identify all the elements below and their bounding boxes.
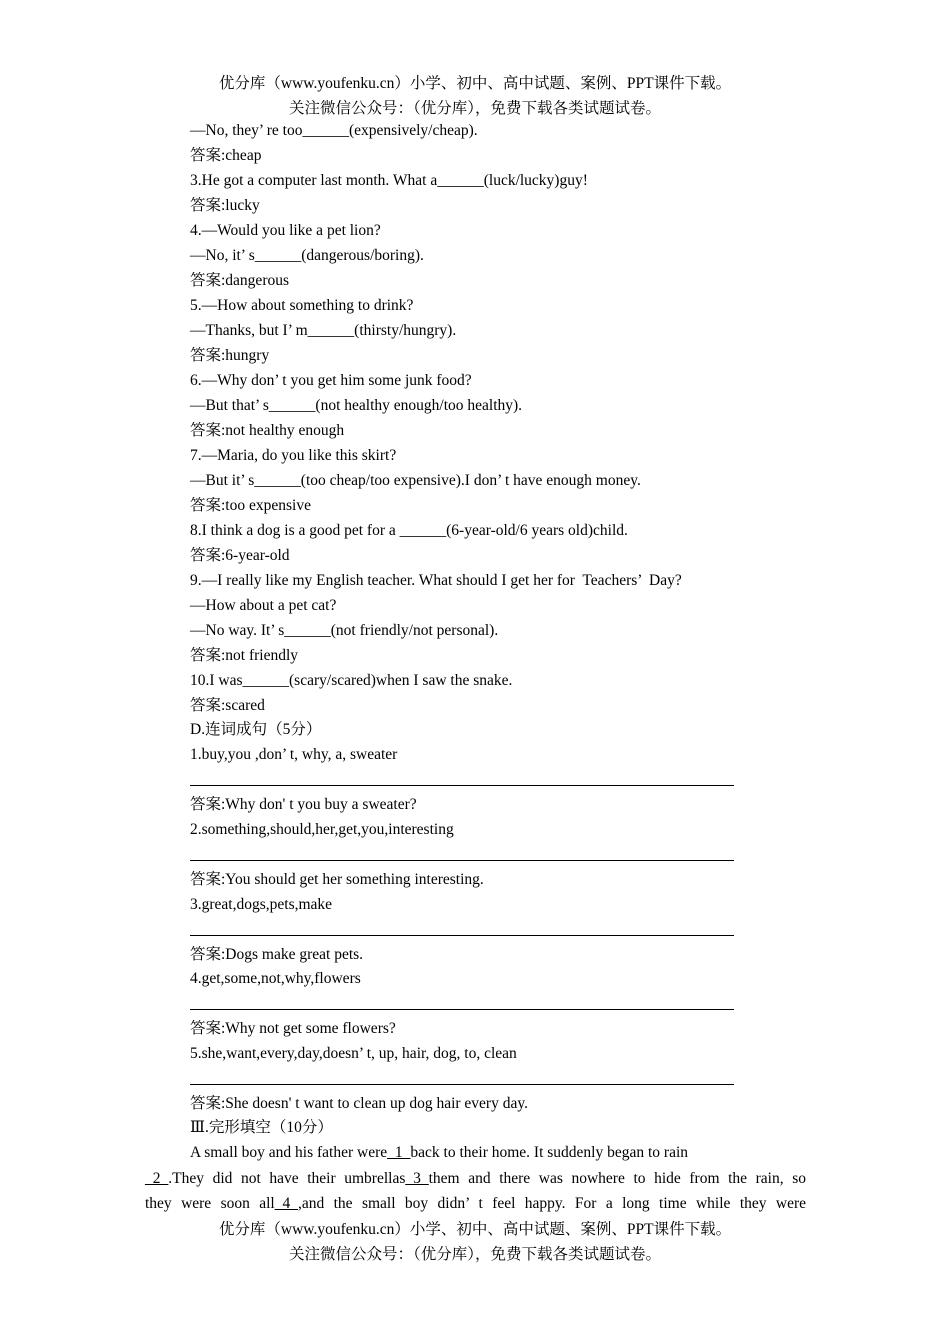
cloze-blank-4: _4_ [274,1195,298,1212]
sentence-prompt: 5.she,want,every,day,doesn’ t, up, hair, dog, to, clean [190,1045,517,1062]
answer-line: 答案:cheap [190,147,262,164]
question-line: 6.—Why don’ t you get him some junk food? [190,372,472,389]
sentence-prompt: 4.get,some,not,why,flowers [190,970,361,987]
answer-line: 答案:dangerous [190,272,290,289]
answer-line: 答案:too expensive [190,497,311,514]
answer-line: 答案:She doesn' t want to clean up dog hair every day. [190,1095,528,1112]
header-line-1: 优分库（www.youfenku.cn）小学、初中、高中试题、案例、PPT课件下载。 [218,75,732,92]
header-line-2: 关注微信公众号：（优分库），免费下载各类试题试卷。 [288,100,661,117]
answer-line: 答案:scared [190,697,265,714]
answer-blank-line [190,860,734,861]
footer-line-1: 优分库（www.youfenku.cn）小学、初中、高中试题、案例、PPT课件下载。 [218,1221,732,1238]
cloze-passage-line-3: they were soon all_4_,and the small boy didn’ t feel happy. For a long time while they were [145,1195,807,1212]
answer-line: 答案:not friendly [190,647,299,664]
question-line: —No way. It’ s______(not friendly/not personal). [190,622,499,639]
question-line: —But that’ s______(not healthy enough/too healthy). [190,397,523,414]
question-line: 10.I was______(scary/scared)when I saw the snake. [190,672,513,689]
answer-line: 答案:Dogs make great pets. [190,946,364,963]
answer-line: 答案:not healthy enough [190,422,345,439]
sentence-prompt: 1.buy,you ,don’ t, why, a, sweater [190,746,398,763]
answer-blank-line [190,785,734,786]
cloze-blank-2: _2_ [145,1170,169,1187]
answer-blank-line [190,935,734,936]
question-line: 5.—How about something to drink? [190,297,414,314]
question-line: —No, it’ s______(dangerous/boring). [190,247,424,264]
question-line: 9.—I really like my English teacher. What should I get her for Teachers’ Day? [190,572,682,589]
question-line: 3.He got a computer last month. What a______(luck/lucky)guy! [190,172,588,189]
answer-line: 答案:Why not get some flowers? [190,1020,396,1037]
question-line: 7.—Maria, do you like this skirt? [190,447,397,464]
question-line: —How about a pet cat? [190,597,337,614]
footer-line-2: 关注微信公众号：（优分库），免费下载各类试题试卷。 [288,1246,661,1263]
cloze-blank-3: _3_ [405,1170,429,1187]
cloze-blank-1: _1_ [387,1144,411,1161]
question-line: —But it’ s______(too cheap/too expensive).I don’ t have enough money. [190,472,641,489]
answer-blank-line [190,1084,734,1085]
cloze-passage-line-1: A small boy and his father were_1_back to their home. It suddenly began to rain [190,1144,689,1161]
answer-line: 答案:You should get her something interesting. [190,871,484,888]
question-line: —No, they’ re too______(expensively/cheap). [190,122,478,139]
section-iii-title: Ⅲ.完形填空（10分） [190,1119,333,1136]
cloze-passage-line-2: _2_.They did not have their umbrellas_3_them and there was nowhere to hide from the rain, so [145,1170,806,1187]
answer-blank-line [190,1009,734,1010]
answer-line: 答案:hungry [190,347,270,364]
section-d-title: D.连词成句（5分） [190,721,322,738]
question-line: 4.—Would you like a pet lion? [190,222,381,239]
answer-line: 答案:Why don' t you buy a sweater? [190,796,417,813]
sentence-prompt: 3.great,dogs,pets,make [190,896,333,913]
question-line: —Thanks, but I’ m______(thirsty/hungry). [190,322,457,339]
answer-line: 答案:lucky [190,197,260,214]
sentence-prompt: 2.something,should,her,get,you,interesting [190,821,454,838]
answer-line: 答案:6-year-old [190,547,290,564]
question-line: 8.I think a dog is a good pet for a ______(6-year-old/6 years old)child. [190,522,628,539]
